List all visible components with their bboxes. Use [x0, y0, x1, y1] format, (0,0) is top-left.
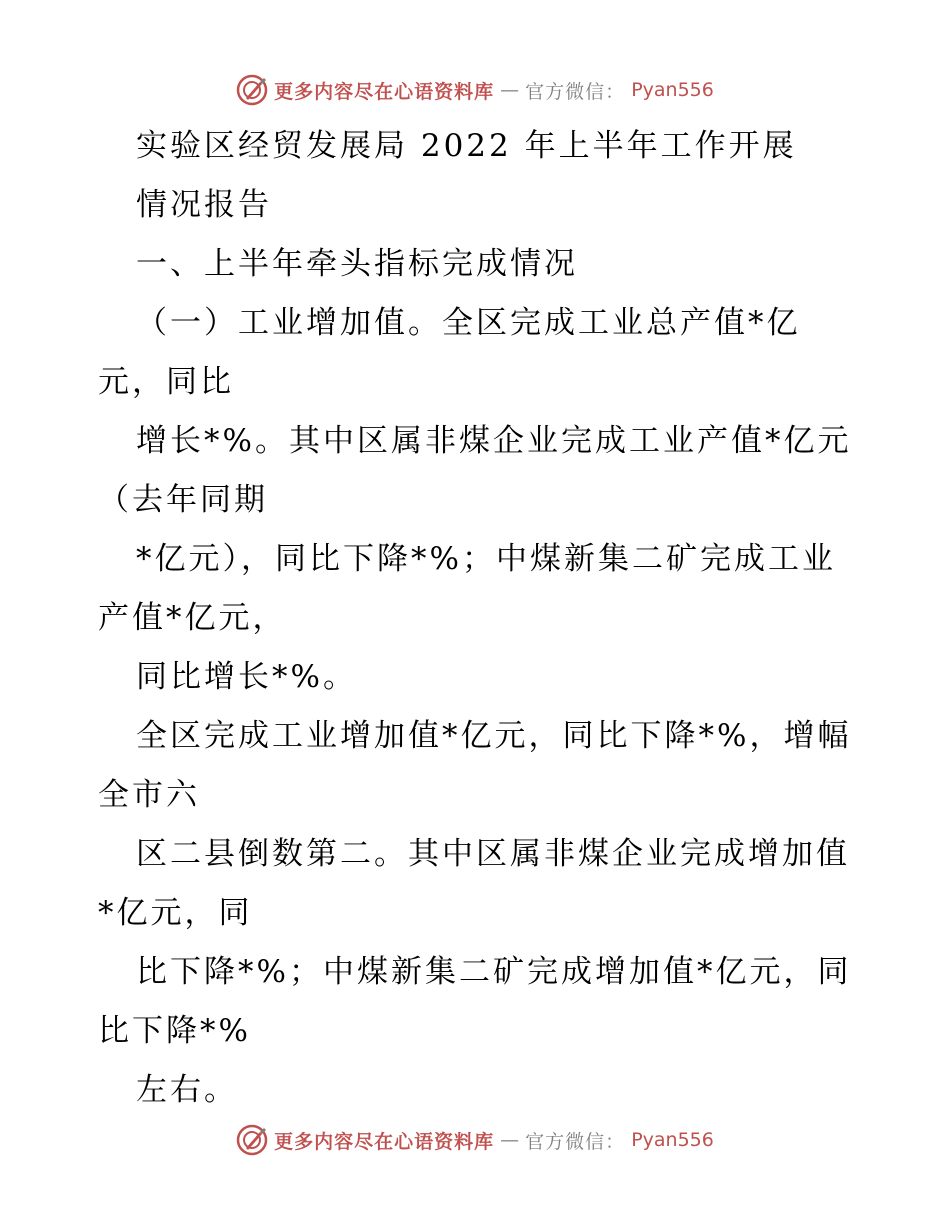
- watermark-text: 更多内容尽在心语资料库: [274, 1130, 495, 1153]
- title-line-1: 实验区经贸发展局 2022 年上半年工作开展: [136, 128, 797, 164]
- paragraph-line: 比下降*%: [98, 1013, 251, 1049]
- paragraph-line: 区二县倒数第二。其中区属非煤企业完成增加值: [136, 836, 850, 872]
- paragraph-line: 全区完成工业增加值*亿元，同比下降*%，增幅: [136, 718, 852, 754]
- paragraph-line: 比下降*%；中煤新集二矿完成增加值*亿元，同: [136, 954, 852, 990]
- watermark-contact-id: Pyan556: [631, 79, 714, 101]
- paragraph-line: 元，同比: [98, 364, 234, 400]
- watermark-contact-label: 官方微信：: [525, 80, 626, 103]
- paragraph-line: 全市六: [98, 777, 200, 813]
- paragraph-line: 增长*%。其中区属非煤企业完成工业产值*亿元: [136, 423, 852, 459]
- paragraph-line: *亿元，同: [98, 895, 253, 931]
- paragraph-line: *亿元），同比下降*%；中煤新集二矿完成工业: [136, 541, 836, 577]
- footer-watermark: [0, 1122, 950, 1158]
- brand-logo-icon: [236, 1124, 268, 1156]
- section-heading: 一、上半年牵头指标完成情况: [136, 246, 578, 282]
- paragraph-line: （去年同期: [98, 482, 268, 518]
- title-line-2: 情况报告: [136, 187, 272, 223]
- watermark-separator: —: [500, 1129, 520, 1151]
- paragraph-line: 同比增长*%。: [136, 659, 357, 695]
- watermark-contact-label: 官方微信：: [525, 1130, 626, 1153]
- paragraph-line: 产值*亿元，: [98, 600, 287, 636]
- watermark-contact-id: Pyan556: [631, 1129, 714, 1151]
- watermark-text: 更多内容尽在心语资料库: [274, 80, 495, 103]
- paragraph-line: （一）工业增加值。全区完成工业总产值*亿: [136, 305, 801, 341]
- paragraph-line: 左右。: [136, 1072, 238, 1108]
- watermark-separator: —: [500, 79, 520, 101]
